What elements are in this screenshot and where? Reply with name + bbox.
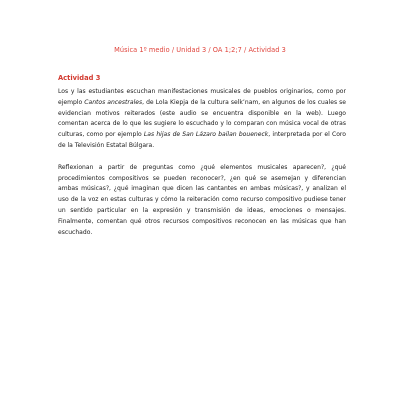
paragraph-listening — [58, 87, 346, 152]
paragraph-reflection: Reflexionan a partir de preguntas como ¿qué elementos musicales aparecen?, ¿qué procedimientos compositivos se pueden reconocer?, ¿en qué se asemejan y diferencian ambas músicas?, ¿qué imaginan que dicen las cantantes en ambas músicas?, y analizan el uso de la voz en estas culturas y cómo la reiteración como recurso compositivo pudiese tener un sentido particular en la expresión y transmisión de ideas, emociones o mensajes. Finalmente, comentan qué otros recursos compositivos reconocen en las músicas que han escuchado. — [58, 163, 346, 236]
activity-title: Actividad 3 — [58, 74, 101, 82]
page-header: Música 1º medio / Unidad 3 / OA 1;2;7 / Actividad 3 — [114, 46, 286, 54]
work-title: Las hijas de San Lázaro bailan boueneck — [143, 131, 269, 139]
work-title: Cantos ancestrales — [84, 98, 143, 106]
paragraph-text: Los y las estudiantes escuchan manifestaciones musicales de pueblos originarios, como por ejemplo — [58, 88, 346, 106]
document-content — [58, 74, 346, 249]
paragraph-text: , interpretada por el Coro de la Televisión Estatal Búlgara. — [58, 131, 346, 149]
paragraph-text: , de Lola Kiepja de la cultura selk’nam, en algunos de los cuales se evidencian motivos reiterados (este audio se encuentra disponible en la web). Luego comentan acerca de lo que les sugiere lo escuchado y lo comparan con música vocal de otras culturas, como por ejemplo — [58, 98, 347, 139]
